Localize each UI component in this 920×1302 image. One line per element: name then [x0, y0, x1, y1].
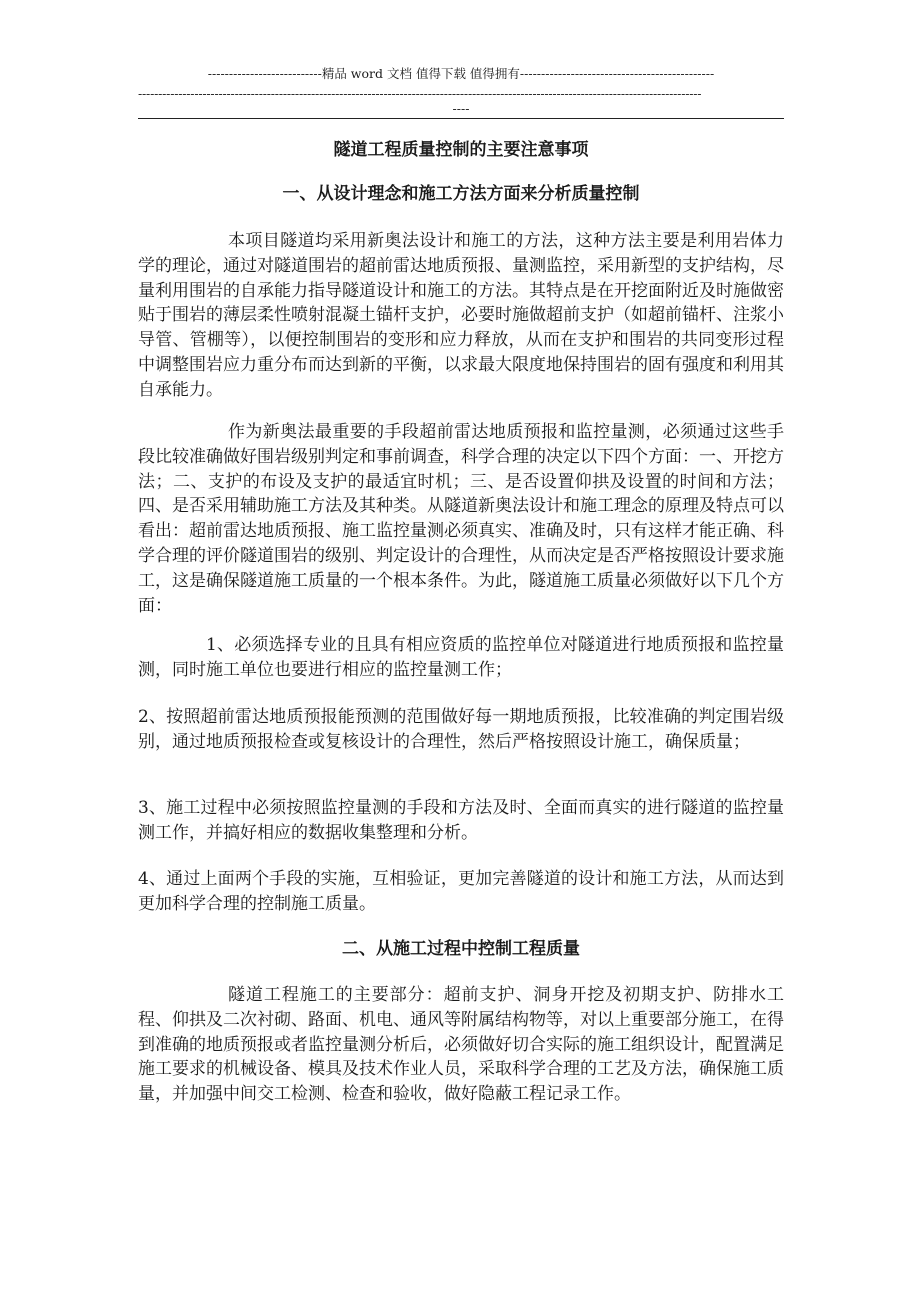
- section-2-heading: 二、从施工过程中控制工程质量: [342, 939, 580, 959]
- header-dash-tail: ----: [452, 101, 470, 116]
- header-banner: ---------------------------精品 word 文档 值得下载 值得拥有----------------------------------------------: [207, 66, 715, 81]
- section-1-heading: 一、从设计理念和施工方法方面来分析质量控制: [282, 184, 640, 204]
- section-1-list-item-1: 1、必须选择专业的且具有相应资质的监控单位对隧道进行地质预报和监控量测，同时施工单位也要进行相应的监控量测工作；: [138, 635, 784, 680]
- header-rule: [138, 118, 784, 119]
- document-title: 隧道工程质量控制的主要注意事项: [333, 140, 589, 160]
- section-2-paragraph-1: 隧道工程施工的主要部分：超前支护、洞身开挖及初期支护、防排水工程、仰拱及二次衬砌、路面、机电、通风等附属结构物等，对以上重要部分施工，在得到准确的地质预报或者监控量测分析后，必须做好切合实际的施工组织设计，配置满足施工要求的机械设备、模具及技术作业人员，采取科学合理的工艺及方法，确保施工质量，并加强中间交工检测、检查和验收，做好隐蔽工程记录工作。: [138, 985, 784, 1105]
- section-1-paragraph-2: 作为新奥法最重要的手段超前雷达地质预报和监控量测，必须通过这些手段比较准确做好围岩级别判定和事前调查，科学合理的决定以下四个方面：一、开挖方法；二、支护的布设及支护的最适宜时机；三、是否设置仰拱及设置的时间和方法；四、是否采用辅助施工方法及其种类。从隧道新奥法设计和施工理念的原理及特点可以看出：超前雷达地质预报、施工监控量测必须真实、准确及时，只有这样才能正确、科学合理的评价隧道围岩的级别、判定设计的合理性，从而决定是否严格按照设计要求施工，这是确保隧道施工质量的一个根本条件。为此，隧道施工质量必须做好以下几个方面：: [138, 422, 784, 616]
- section-1-list-item-3: 3、施工过程中必须按照监控量测的手段和方法及时、全面而真实的进行隧道的监控量测工作，并搞好相应的数据收集整理和分析。: [138, 798, 784, 843]
- section-1-paragraph-1: 本项目隧道均采用新奥法设计和施工的方法，这种方法主要是利用岩体力学的理论，通过对隧道围岩的超前雷达地质预报、量测监控，采用新型的支护结构，尽量利用围岩的自承能力指导隧道设计和施工的方法。其特点是在开挖面附近及时施做密贴于围岩的薄层柔性喷射混凝土锚杆支护，必要时施做超前支护（如超前锚杆、注浆小导管、管棚等），以便控制围岩的变形和应力释放，从而在支护和围岩的共同变形过程中调整围岩应力重分布而达到新的平衡，以求最大限度地保持围岩的固有强度和利用其自承能力。: [138, 231, 784, 400]
- header-dash-line: --------------------------------------------------------------------------------------------------------------------------------------------: [138, 86, 702, 101]
- section-1-list-item-2: 2、按照超前雷达地质预报能预测的范围做好每一期地质预报，比较准确的判定围岩级别，通过地质预报检查或复核设计的合理性，然后严格按照设计施工，确保质量；: [138, 707, 784, 752]
- section-1-list-item-4: 4、通过上面两个手段的实施，互相验证，更加完善隧道的设计和施工方法，从而达到更加科学合理的控制施工质量。: [138, 869, 784, 914]
